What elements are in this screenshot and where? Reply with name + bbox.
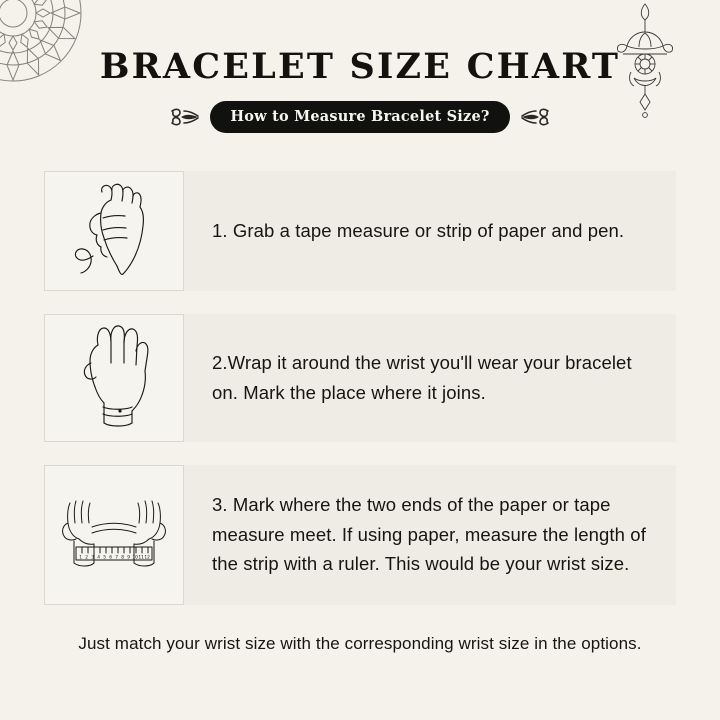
svg-text:7: 7 bbox=[115, 555, 118, 560]
svg-text:1: 1 bbox=[79, 555, 82, 560]
hands-measuring-paper-strip-with-ruler-illustration bbox=[50, 487, 178, 583]
flourish-left-ornament bbox=[170, 105, 200, 129]
subtitle-pill: How to Measure Bracelet Size? bbox=[210, 101, 509, 133]
svg-text:4: 4 bbox=[97, 555, 100, 560]
svg-text:12: 12 bbox=[144, 555, 150, 560]
header bbox=[0, 0, 720, 133]
list-item bbox=[44, 171, 676, 291]
svg-text:5: 5 bbox=[103, 555, 106, 560]
footer-note: Just match your wrist size with the corresponding wrist size in the options. bbox=[78, 633, 642, 653]
page-title: BRACELET SIZE CHART bbox=[99, 46, 621, 87]
list-item bbox=[44, 465, 676, 605]
svg-text:9: 9 bbox=[127, 555, 130, 560]
flourish-right-ornament bbox=[520, 105, 550, 129]
step-1-text: 1. Grab a tape measure or strip of paper and pen. bbox=[212, 219, 625, 241]
step-2-text: 2.Wrap it around the wrist you'll wear your bracelet on. Mark the place where it joins. bbox=[212, 351, 632, 403]
step-1-figure bbox=[44, 171, 184, 291]
svg-text:2: 2 bbox=[85, 555, 88, 560]
svg-text:8: 8 bbox=[121, 555, 124, 560]
step-2-figure bbox=[44, 314, 184, 442]
hand-with-tape-around-wrist-illustration bbox=[62, 319, 166, 437]
steps-list bbox=[0, 171, 720, 605]
svg-text:3: 3 bbox=[91, 555, 94, 560]
closed-fist-with-tape-illustration bbox=[59, 178, 169, 284]
subtitle-row bbox=[0, 101, 720, 133]
svg-text:11: 11 bbox=[138, 555, 144, 560]
list-item bbox=[44, 314, 676, 442]
svg-text:6: 6 bbox=[109, 555, 112, 560]
step-3-figure bbox=[44, 465, 184, 605]
step-3-text: 3. Mark where the two ends of the paper or tape measure meet. If using paper, measure the length of the strip with a ruler. This would be your wrist size. bbox=[212, 493, 646, 575]
svg-text:10: 10 bbox=[132, 555, 138, 560]
